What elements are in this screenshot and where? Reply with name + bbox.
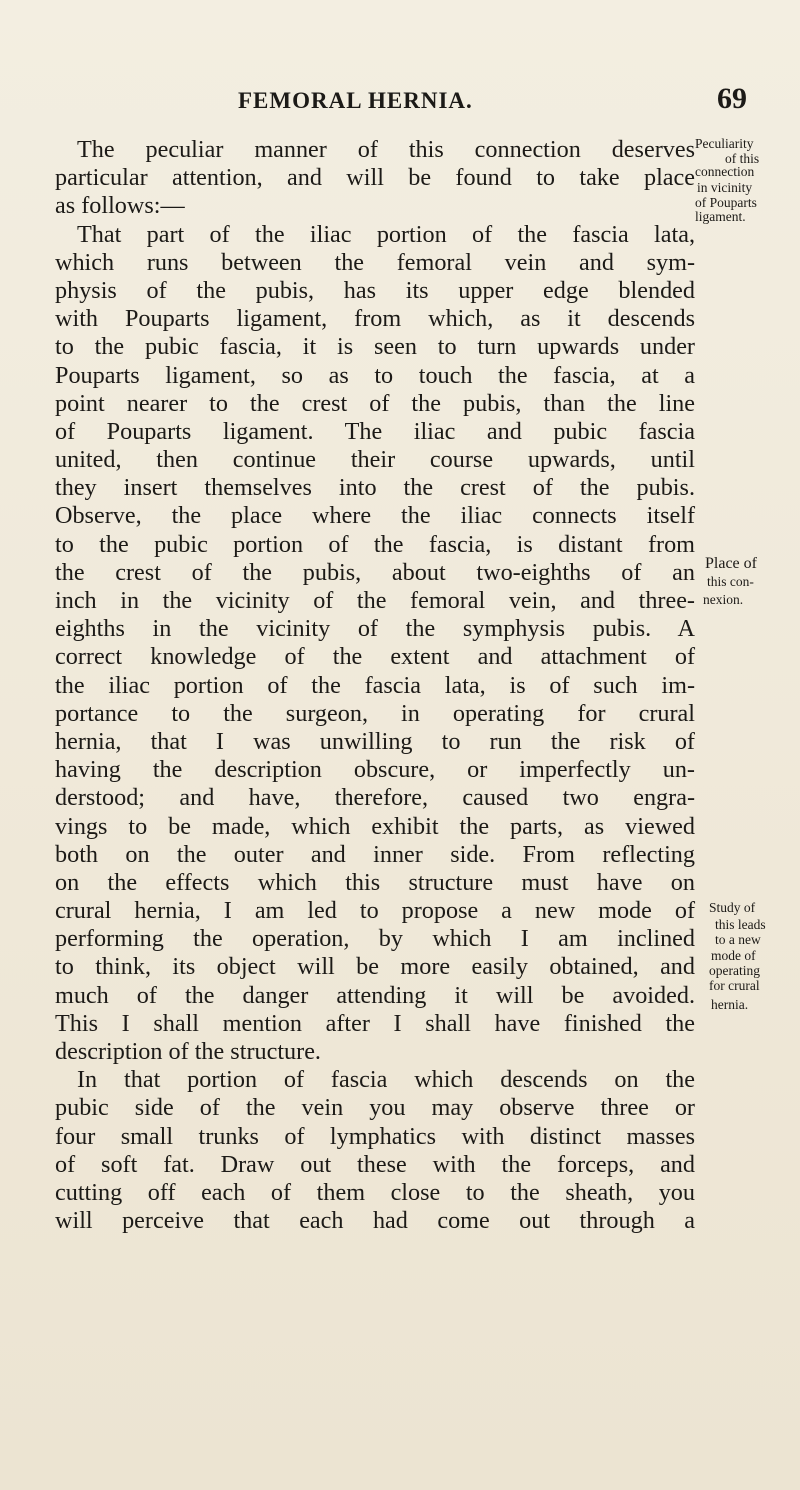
- text-line: united, then continue their course upwards, until: [55, 446, 695, 474]
- margin-note-peculiarity: ligament.: [695, 209, 746, 224]
- text-line: performing the operation, by which I am inclined: [55, 925, 695, 953]
- text-line: In that portion of fascia which descends on the: [77, 1066, 695, 1094]
- margin-note-study: this leads: [715, 917, 766, 932]
- page-header: [0, 84, 800, 124]
- margin-note-place: nexion.: [703, 592, 744, 607]
- margin-note-study: Study of: [709, 900, 756, 915]
- text-line: will perceive that each had come out through a: [55, 1207, 695, 1235]
- text-line: having the description obscure, or imperfectly un-: [55, 756, 695, 784]
- text-line: inch in the vicinity of the femoral vein, and three-: [55, 587, 695, 614]
- margin-note-peculiarity: in vicinity: [697, 180, 753, 195]
- page-number: 69: [717, 82, 747, 115]
- text-line: crural hernia, I am led to propose a new mode of: [55, 897, 695, 925]
- margin-note-study: mode of: [711, 948, 756, 963]
- margin-note-study: for crural: [709, 978, 760, 993]
- text-line: on the effects which this structure must have on: [55, 868, 695, 896]
- margin-note-peculiarity: connection: [695, 164, 755, 179]
- text-line: The peculiar manner of this connection deserves: [77, 136, 695, 163]
- text-line: the iliac portion of the fascia lata, is of such im-: [55, 671, 695, 699]
- text-line: much of the danger attending it will be avoided.: [55, 981, 695, 1009]
- margin-note-peculiarity: Peculiarity: [695, 136, 754, 151]
- text-line: Observe, the place where the iliac connects itself: [55, 502, 695, 530]
- text-line: to the pubic fascia, it is seen to turn upwards under: [55, 333, 695, 361]
- body-text: [55, 136, 695, 1235]
- text-line: vings to be made, which exhibit the parts, as viewed: [55, 812, 695, 840]
- text-line: correct knowledge of the extent and attachment of: [55, 643, 695, 671]
- text-line: which runs between the femoral vein and sym-: [55, 248, 695, 276]
- text-line: point nearer to the crest of the pubis, than the line: [55, 389, 695, 417]
- text-line: physis of the pubis, has its upper edge blended: [55, 276, 695, 304]
- margin-note-study: operating: [709, 963, 760, 978]
- text-line: Pouparts ligament, so as to touch the fascia, at a: [55, 361, 695, 389]
- text-line: pubic side of the vein you may observe three or: [55, 1094, 695, 1122]
- text-line: the crest of the pubis, about two-eighths of an: [55, 558, 695, 586]
- margin-note-place: Place of: [705, 555, 757, 572]
- text-line: description of the structure.: [55, 1038, 321, 1065]
- text-line: they insert themselves into the crest of the pubis.: [55, 474, 695, 502]
- text-line: of soft fat. Draw out these with the forceps, and: [55, 1150, 695, 1178]
- text-line: cutting off each of them close to the sheath, you: [55, 1178, 695, 1206]
- margin-note-peculiarity: of Pouparts: [695, 195, 757, 210]
- margin-note-peculiarity: of this: [725, 151, 760, 166]
- text-line: both on the outer and inner side. From reflecting: [55, 840, 695, 868]
- text-line: hernia, that I was unwilling to run the risk of: [55, 727, 695, 755]
- margin-note-place: this con-: [707, 574, 754, 589]
- margin-note-study: to a new: [715, 932, 761, 947]
- text-line: four small trunks of lymphatics with distinct masses: [55, 1122, 695, 1150]
- text-line: of Pouparts ligament. The iliac and pubic fascia: [55, 417, 695, 445]
- text-line: That part of the iliac portion of the fascia lata,: [77, 220, 695, 248]
- text-line: eighths in the vicinity of the symphysis pubis. A: [55, 615, 695, 643]
- text-line: This I shall mention after I shall have finished the: [55, 1009, 695, 1037]
- text-line: with Pouparts ligament, from which, as it descends: [55, 305, 695, 333]
- text-line: particular attention, and will be found to take place: [55, 164, 695, 192]
- running-head: FEMORAL HERNIA.: [238, 88, 473, 113]
- text-line: portance to the surgeon, in operating for crural: [55, 699, 695, 727]
- margin-note-study: hernia.: [711, 997, 749, 1012]
- text-line: to think, its object will be more easily obtained, and: [55, 953, 695, 981]
- text-line: derstood; and have, therefore, caused two engra-: [55, 784, 695, 812]
- text-line: as follows:—: [55, 192, 185, 220]
- text-line: to the pubic portion of the fascia, is distant from: [55, 530, 695, 558]
